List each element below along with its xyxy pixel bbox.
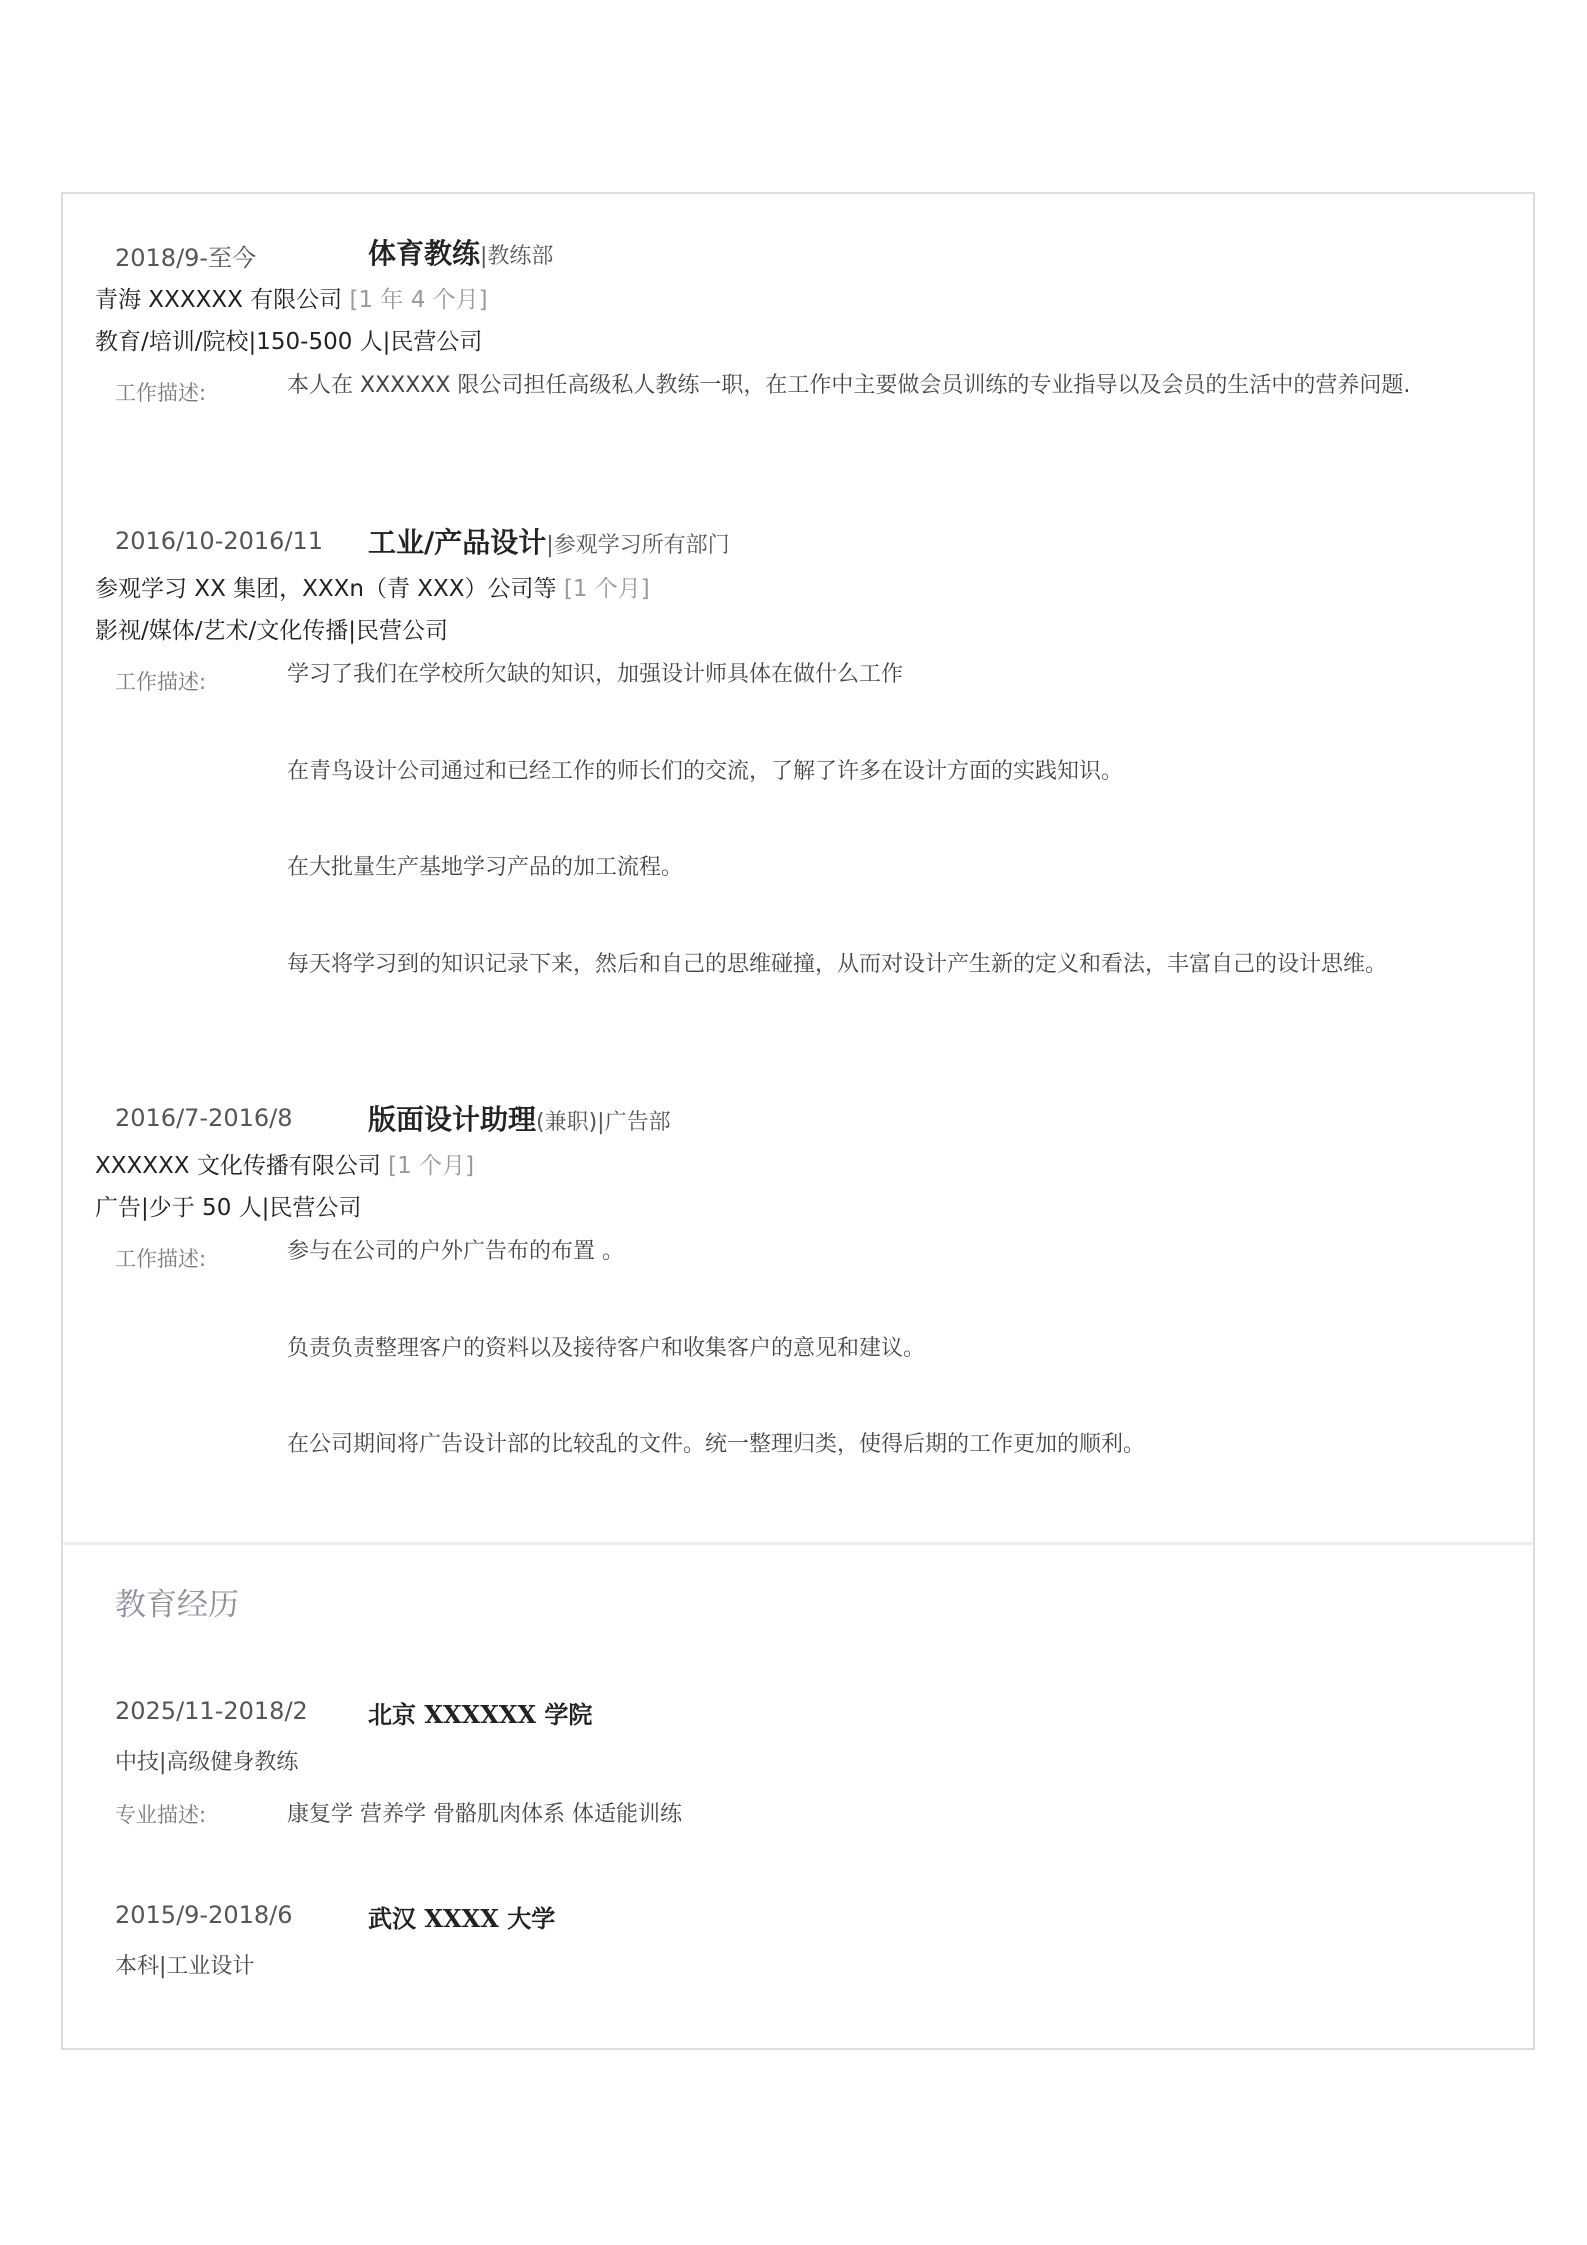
desc-paragraph: 每天将学习到的知识记录下来，然后和自己的思维碰撞，从而对设计产生新的定义和看法，丰富自己的设计思维。	[287, 952, 1388, 977]
school-name: 北京 XXXXXX 学院	[368, 1700, 593, 1729]
work-desc-label: 工作描述:	[115, 381, 207, 405]
company-name: 青海 XXXXXX 有限公司	[95, 287, 343, 313]
major-desc-label: 专业描述:	[115, 1803, 207, 1827]
job-department: |参观学习所有部门	[546, 533, 730, 558]
job-duration: [1 个月]	[388, 1153, 475, 1179]
job-title-line	[368, 232, 553, 272]
desc-paragraph: 在青鸟设计公司通过和已经工作的师长们的交流，了解了许多在设计方面的实践知识。	[287, 759, 1124, 784]
major-desc: 康复学 营养学 骨骼肌肉体系 体适能训练	[287, 1802, 682, 1827]
edu-date: 2015/9-2018/6	[115, 1901, 293, 1929]
edu-date: 2025/11-2018/2	[115, 1697, 308, 1725]
job-title-line	[368, 1098, 671, 1138]
desc-paragraph: 参与在公司的户外广告布的布置 。	[287, 1239, 624, 1264]
desc-paragraph: 在大批量生产基地学习产品的加工流程。	[287, 855, 684, 880]
edu-major: 中技|高级健身教练	[115, 1750, 299, 1775]
work-date: 2018/9-至今	[115, 244, 257, 272]
work-date: 2016/7-2016/8	[115, 1104, 293, 1132]
job-title: 工业/产品设计	[368, 526, 547, 559]
company-line	[95, 281, 488, 314]
section-title: 教育经历	[115, 1587, 239, 1623]
job-title: 版面设计助理	[368, 1103, 537, 1136]
work-desc-label: 工作描述:	[115, 1247, 207, 1271]
company-industry: 广告|少于 50 人|民营公司	[95, 1195, 362, 1221]
job-title-line	[368, 521, 730, 561]
edu-major: 本科|工业设计	[115, 1954, 255, 1979]
work-desc	[287, 362, 1547, 410]
company-name: 参观学习 XX 集团，XXXn（青 XXX）公司等	[95, 576, 557, 602]
company-industry: 教育/培训/院校|150-500 人|民营公司	[95, 329, 483, 355]
work-desc-label: 工作描述:	[115, 670, 207, 694]
company-industry: 影视/媒体/艺术/文化传播|民营公司	[95, 618, 448, 644]
job-duration: [1 个月]	[563, 576, 650, 602]
work-date: 2016/10-2016/11	[115, 527, 324, 555]
desc-paragraph: 学习了我们在学校所欠缺的知识，加强设计师具体在做什么工作	[287, 662, 904, 687]
company-name: XXXXXX 文化传播有限公司	[95, 1153, 381, 1179]
desc-paragraph: 负责负责整理客户的资料以及接待客户和收集客户的意见和建议。	[287, 1336, 926, 1361]
company-line	[95, 570, 650, 603]
job-department: (兼职)|广告部	[536, 1110, 671, 1135]
desc-paragraph: 在公司期间将广告设计部的比较乱的文件。统一整理归类，使得后期的工作更加的顺利。	[287, 1432, 1146, 1457]
section-divider	[63, 1542, 1533, 1545]
company-line	[95, 1147, 474, 1180]
job-duration: [1 年 4 个月]	[349, 287, 488, 313]
resume-card	[61, 192, 1535, 2050]
school-name: 武汉 XXXX 大学	[368, 1904, 556, 1933]
job-title: 体育教练	[368, 237, 481, 270]
job-department: |教练部	[480, 244, 554, 269]
desc-paragraph: 本人在 XXXXXX 限公司担任高级私人教练一职，在工作中主要做会员训练的专业指导以及会员的生活中的营养问题.	[287, 373, 1411, 398]
